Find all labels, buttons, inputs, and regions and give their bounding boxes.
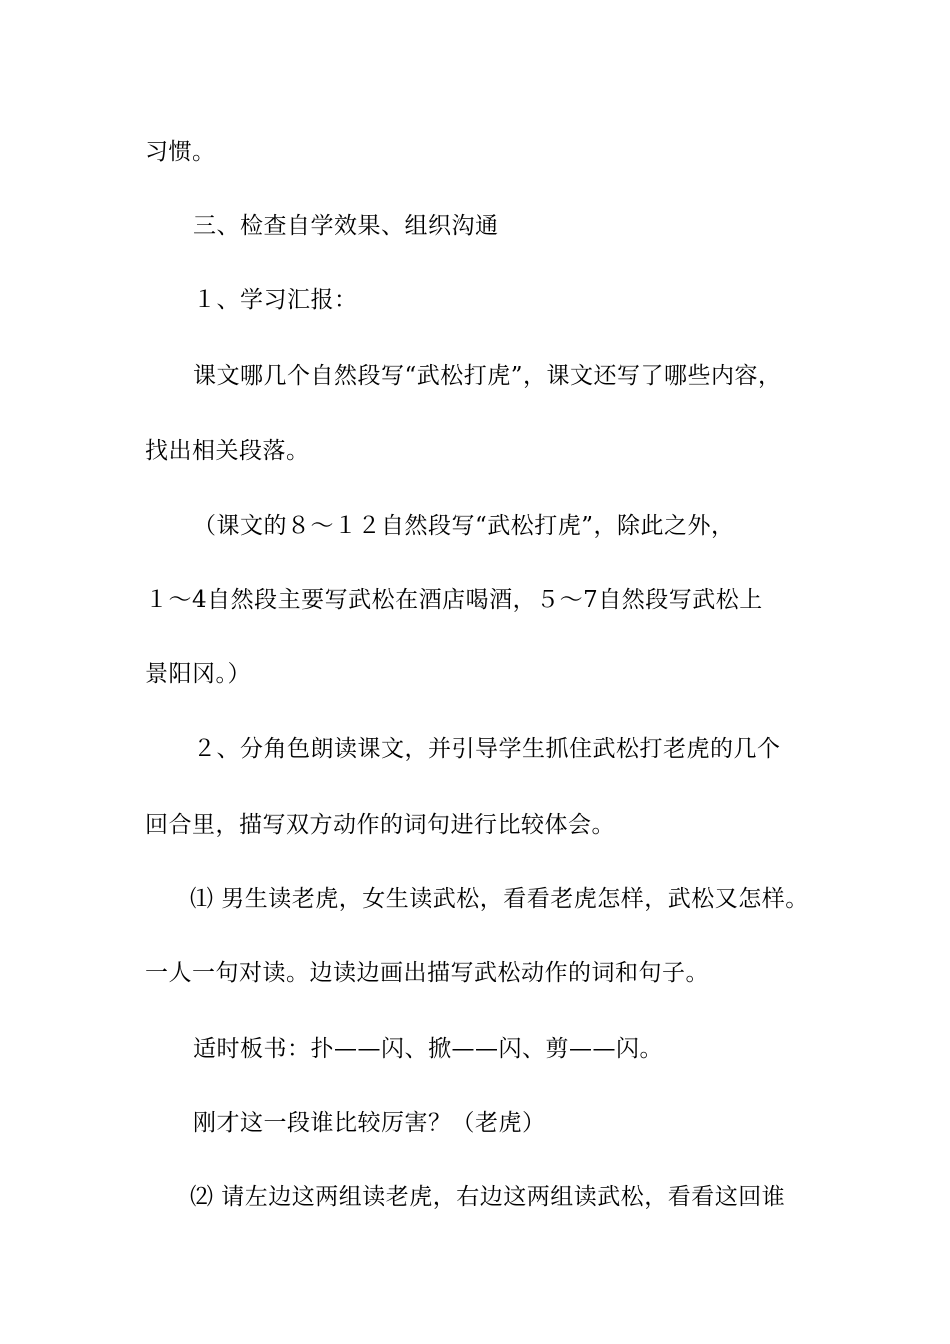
text-line-7: １～4自然段主要写武松在酒店喝酒，５～7自然段写武松上 bbox=[145, 587, 763, 613]
list-item-2: ⑵ 请左边这两组读老虎，右边这两组读武松，看看这回谁 bbox=[190, 1184, 786, 1210]
text-line-14: 刚才这一段谁比较厉害？（老虎） bbox=[193, 1110, 546, 1136]
text-line-12: 一人一句对读。边读边画出描写武松动作的词和句子。 bbox=[145, 960, 709, 986]
text-line-1: 习惯。 bbox=[145, 139, 216, 165]
text-line-13: 适时板书：扑——闪、掀——闪、剪——闪。 bbox=[193, 1036, 663, 1062]
subheading-2: ２、分角色朗读课文，并引导学生抓住武松打老虎的几个 bbox=[193, 736, 781, 762]
text-line-5: 找出相关段落。 bbox=[145, 438, 310, 464]
text-line-4: 课文哪几个自然段写“武松打虎”，课文还写了哪些内容， bbox=[193, 363, 782, 389]
section-heading-3: 三、检查自学效果、组织沟通 bbox=[193, 213, 499, 239]
text-line-6: （课文的８～１２自然段写“武松打虎”，除此之外， bbox=[193, 513, 735, 539]
subheading-1: １、学习汇报： bbox=[193, 287, 358, 313]
text-line-8: 景阳冈。） bbox=[145, 661, 251, 687]
list-item-1: ⑴ 男生读老虎，女生读武松，看看老虎怎样，武松又怎样。 bbox=[190, 886, 809, 912]
text-line-10: 回合里，描写双方动作的词句进行比较体会。 bbox=[145, 812, 615, 838]
